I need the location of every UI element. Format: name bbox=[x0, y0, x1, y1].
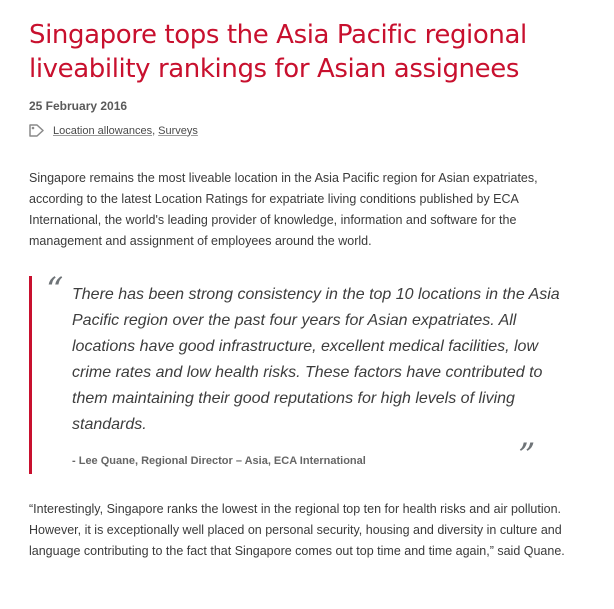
article bbox=[29, 18, 589, 562]
tag-location-allowances[interactable]: Location allowances bbox=[53, 124, 153, 137]
tag-icon bbox=[29, 124, 45, 137]
pull-quote bbox=[29, 270, 589, 476]
tag-separator: , bbox=[152, 124, 156, 137]
close-quote-icon: ” bbox=[518, 436, 536, 476]
publish-date: 25 February 2016 bbox=[29, 99, 128, 113]
lead-paragraph: Singapore remains the most liveable location in the Asia Pacific region for Asian expatriates, according to the latest Location Ratings for expatriate living conditions published by ECA International, the world's leading provider of knowledge, information and software for the management and assignment of employees around the world. bbox=[29, 171, 538, 248]
tag-list bbox=[29, 124, 589, 137]
quote-attribution: - Lee Quane, Regional Director – Asia, ECA International bbox=[72, 455, 366, 467]
open-quote-icon: “ bbox=[46, 270, 64, 310]
tag-surveys[interactable]: Surveys bbox=[158, 124, 198, 137]
quote-text: There has been strong consistency in the top 10 locations in the Asia Pacific region over the past four years for Asian expatriates. All locations have good infrastructure, excellent medical facilities, low crime rates and low health risks. These factors have contributed to them maintaining their good reputations for high levels of living standards. bbox=[72, 286, 560, 433]
closing-paragraph: “Interestingly, Singapore ranks the lowest in the regional top ten for health risks and air pollution. However, it is exceptionally well placed on personal security, housing and diversity in culture and language contributing to the fact that Singapore comes out top time and time again,” said Quane. bbox=[29, 502, 565, 558]
article-title: Singapore tops the Asia Pacific regional liveability rankings for Asian assignees bbox=[29, 20, 527, 84]
